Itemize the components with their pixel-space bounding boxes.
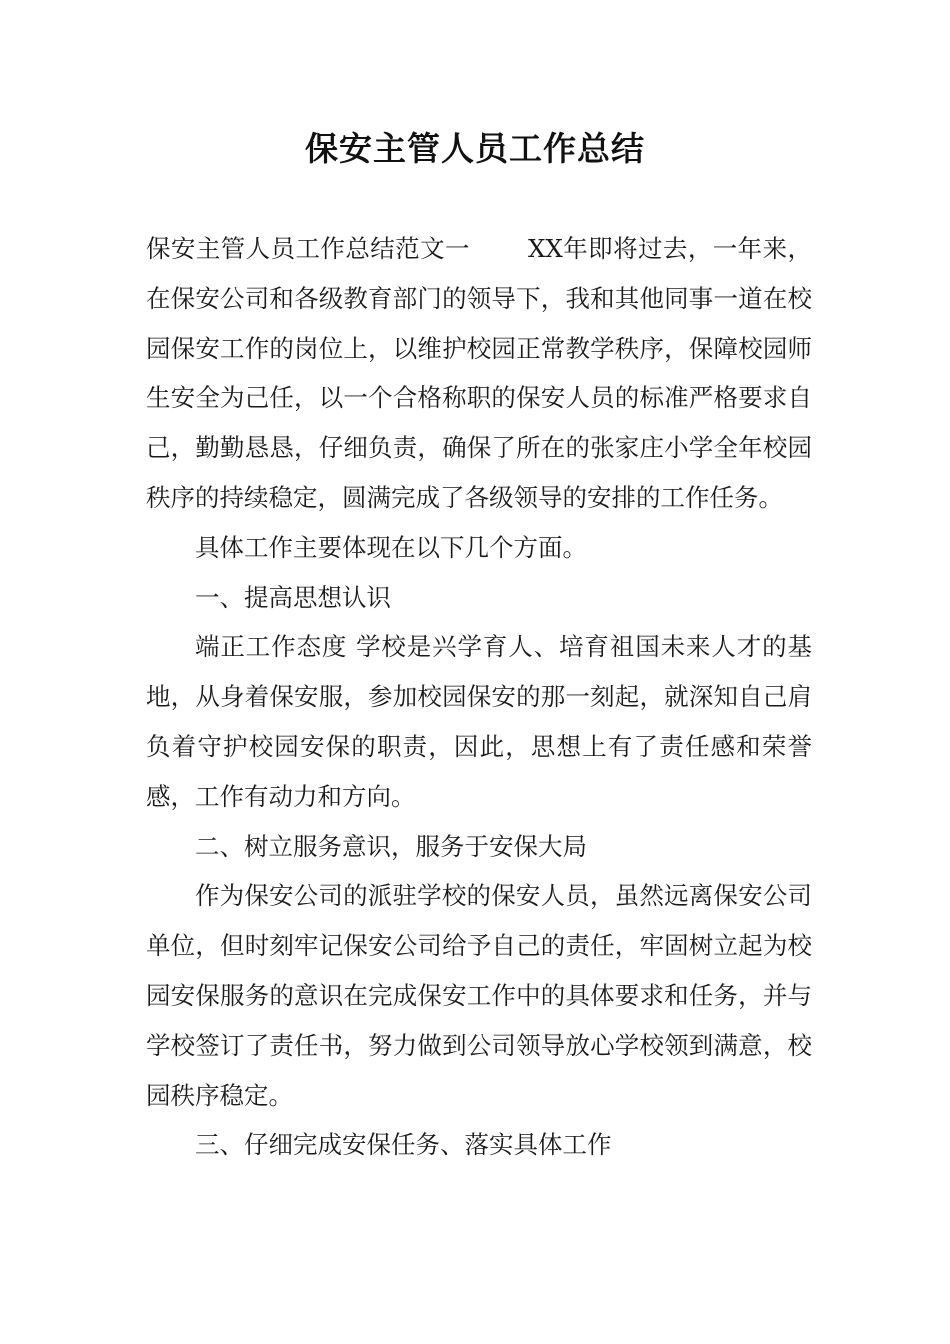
section-heading-1: 一、提高思想认识 [195, 582, 391, 612]
intro-paragraph [146, 224, 812, 523]
section-heading-3: 三、仔细完成安保任务、落实具体工作 [195, 1130, 612, 1160]
paragraph-section-2: 作为保安公司的派驻学校的保安人员，虽然远离保安公司单位，但时刻牢记保安公司给予自己的责任，牢固树立起为校园安保服务的意识在完成保安工作中的具体要求和任务，并与学校签订了责任书，努力做到公司领导放心学校领到满意，校园秩序稳定。 [146, 881, 812, 1110]
document-body [146, 224, 812, 1170]
paragraph-overview: 具体工作主要体现在以下几个方面。 [195, 532, 587, 562]
section-heading-2: 二、树立服务意识，服务于安保大局 [195, 831, 587, 861]
intro-text: XX年即将过去，一年来，在保安公司和各级教育部门的领导下，我和其他同事一道在校园保安工作的岗位上，以维护校园正常教学秩序，保障校园师生安全为己任，以一个合格称职的保安人员的标准严格要求自己，勤勤恳恳，仔细负责，确保了所在的张家庄小学全年校园秩序的持续稳定，圆满完成了各级领导的安排的工作任务。 [146, 234, 812, 512]
paragraph-section-1: 端正工作态度 学校是兴学育人、培育祖国未来人才的基地，从身着保安服，参加校园保安的那一刻起，就深知自己肩负着守护校园安保的职责，因此，思想上有了责任感和荣誉感，工作有动力和方向。 [146, 632, 812, 811]
document-title: 保安主管人员工作总结 [305, 129, 645, 168]
intro-lead: 保安主管人员工作总结范文一 [146, 234, 470, 263]
